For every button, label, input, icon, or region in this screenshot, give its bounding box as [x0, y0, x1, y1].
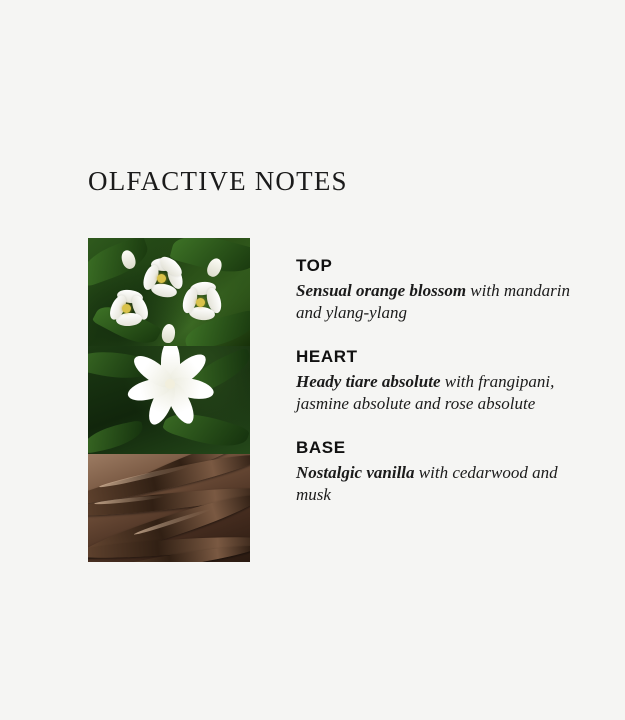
note-top [296, 256, 586, 325]
page-title: OLFACTIVE NOTES [88, 166, 348, 197]
note-base-description [296, 462, 586, 507]
note-image-stack [88, 238, 250, 562]
note-base [296, 438, 586, 507]
tiare-flower-photo [88, 346, 250, 454]
note-top-label: TOP [296, 256, 333, 275]
note-heart-connector: with [440, 371, 479, 391]
vanilla-pods-photo [88, 454, 250, 562]
note-base-label: BASE [296, 437, 346, 457]
note-heart-emphasis: Heady tiare absolute [296, 371, 441, 391]
note-base-emphasis: Nostalgic vanilla [296, 462, 415, 482]
note-text-column [296, 238, 586, 507]
note-top-rest: mandarin and ylang-ylang [296, 281, 570, 323]
note-heart-label: HEART [296, 346, 358, 366]
note-heart-rest: frangipani, jasmine absolute and rose absolute [296, 371, 555, 414]
note-top-description [296, 280, 586, 325]
note-top-connector: with [466, 281, 504, 300]
note-heart-description [296, 371, 586, 416]
note-top-emphasis: Sensual orange blossom [296, 281, 467, 300]
orange-blossom-photo [88, 238, 250, 346]
notes-section [88, 238, 586, 562]
note-heart [296, 347, 586, 416]
note-base-rest: cedarwood and musk [296, 462, 558, 505]
note-base-connector: with [414, 462, 453, 482]
